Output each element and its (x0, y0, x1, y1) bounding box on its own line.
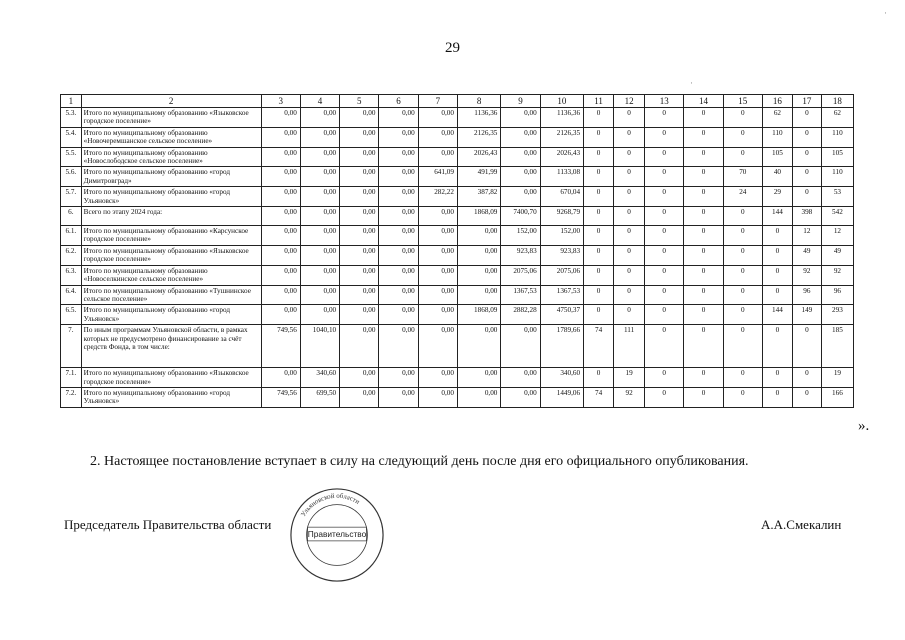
amount-cell: 1367,53 (501, 285, 540, 305)
row-index-cell: 6.2. (61, 245, 82, 265)
count-cell: 0 (762, 226, 792, 246)
amount-cell: 0,00 (418, 108, 457, 128)
count-cell: 0 (684, 325, 723, 368)
amount-cell: 0,00 (457, 285, 500, 305)
amount-cell: 0,00 (501, 147, 540, 167)
official-seal (288, 486, 386, 584)
column-header-5: 5 (340, 95, 379, 108)
amount-cell: 340,60 (300, 368, 339, 388)
count-cell: 96 (821, 285, 853, 305)
row-index-cell: 5.4. (61, 127, 82, 147)
count-cell: 0 (645, 187, 684, 207)
amount-cell: 0,00 (261, 108, 300, 128)
row-name-cell: Всего по этапу 2024 года: (81, 207, 261, 226)
column-header-18: 18 (821, 95, 853, 108)
amount-cell: 0,00 (340, 245, 379, 265)
count-cell: 185 (821, 325, 853, 368)
count-cell: 0 (684, 368, 723, 388)
count-cell: 19 (614, 368, 645, 388)
scan-mark: · (884, 8, 887, 18)
amount-cell: 0,00 (261, 285, 300, 305)
table-body (61, 108, 854, 408)
amount-cell: 0,00 (340, 207, 379, 226)
count-cell: 92 (614, 387, 645, 407)
amount-cell: 4750,37 (540, 305, 583, 325)
table-row (61, 325, 854, 368)
column-header-7: 7 (418, 95, 457, 108)
amount-cell: 7400,70 (501, 207, 540, 226)
amount-cell: 0,00 (457, 387, 500, 407)
count-cell: 0 (684, 265, 723, 285)
count-cell: 74 (584, 325, 614, 368)
table-row (61, 305, 854, 325)
count-cell: 53 (821, 187, 853, 207)
count-cell: 0 (723, 325, 762, 368)
amount-cell: 2126,35 (457, 127, 500, 147)
count-cell: 111 (614, 325, 645, 368)
count-cell: 0 (792, 167, 821, 187)
count-cell: 0 (723, 108, 762, 128)
amount-cell: 0,00 (300, 305, 339, 325)
amount-cell: 0,00 (379, 226, 418, 246)
page-number: 29 (445, 40, 460, 56)
count-cell: 0 (723, 147, 762, 167)
amount-cell: 2026,43 (457, 147, 500, 167)
amount-cell: 0,00 (501, 187, 540, 207)
count-cell: 0 (645, 325, 684, 368)
amount-cell: 0,00 (261, 305, 300, 325)
count-cell: 149 (792, 305, 821, 325)
table-row (61, 368, 854, 388)
amount-cell: 0,00 (457, 265, 500, 285)
count-cell: 0 (792, 127, 821, 147)
count-cell: 0 (684, 245, 723, 265)
amount-cell: 1868,09 (457, 207, 500, 226)
count-cell: 144 (762, 305, 792, 325)
amount-cell: 0,00 (379, 167, 418, 187)
amount-cell: 0,00 (379, 187, 418, 207)
row-name-cell: Итого по муниципальному образованию «город Ульяновск» (81, 187, 261, 207)
row-name-cell: Итого по муниципальному образованию «Новослободское сельское поселение» (81, 147, 261, 167)
count-cell: 0 (792, 187, 821, 207)
table-header-row (61, 95, 854, 108)
column-header-1: 1 (61, 95, 82, 108)
row-name-cell: Итого по муниципальному образованию «Новочеремшанское сельское поселение» (81, 127, 261, 147)
count-cell: 0 (584, 187, 614, 207)
column-header-3: 3 (261, 95, 300, 108)
amount-cell: 1133,08 (540, 167, 583, 187)
row-index-cell: 5.3. (61, 108, 82, 128)
count-cell: 74 (584, 387, 614, 407)
column-header-13: 13 (645, 95, 684, 108)
count-cell: 0 (645, 305, 684, 325)
amount-cell: 0,00 (261, 245, 300, 265)
count-cell: 0 (723, 127, 762, 147)
count-cell: 0 (645, 226, 684, 246)
amount-cell: 0,00 (418, 368, 457, 388)
row-name-cell: Итого по муниципальному образованию «Языковское городское поселение» (81, 368, 261, 388)
count-cell: 0 (684, 226, 723, 246)
amount-cell: 0,00 (379, 207, 418, 226)
budget-table (60, 94, 854, 408)
count-cell: 0 (645, 147, 684, 167)
signer-name: А.А.Смекалин (761, 517, 842, 532)
amount-cell: 0,00 (300, 265, 339, 285)
count-cell: 0 (584, 167, 614, 187)
amount-cell: 2075,06 (540, 265, 583, 285)
count-cell: 0 (584, 245, 614, 265)
amount-cell: 0,00 (418, 207, 457, 226)
count-cell: 0 (723, 285, 762, 305)
column-header-2: 2 (81, 95, 261, 108)
column-header-6: 6 (379, 95, 418, 108)
row-name-cell: Итого по муниципальному образованию «Языковское городское поселение» (81, 108, 261, 128)
count-cell: 0 (614, 147, 645, 167)
table-row (61, 167, 854, 187)
count-cell: 0 (762, 325, 792, 368)
amount-cell: 0,00 (261, 265, 300, 285)
count-cell: 0 (792, 147, 821, 167)
count-cell: 0 (723, 226, 762, 246)
count-cell: 0 (723, 368, 762, 388)
count-cell: 0 (614, 127, 645, 147)
amount-cell: 1136,36 (457, 108, 500, 128)
count-cell: 0 (684, 207, 723, 226)
count-cell: 0 (645, 368, 684, 388)
row-index-cell: 6.3. (61, 265, 82, 285)
count-cell: 0 (614, 167, 645, 187)
amount-cell: 0,00 (418, 265, 457, 285)
amount-cell: 0,00 (501, 387, 540, 407)
count-cell: 0 (792, 387, 821, 407)
table-row (61, 108, 854, 128)
row-index-cell: 6.1. (61, 226, 82, 246)
count-cell: 0 (584, 305, 614, 325)
count-cell: 0 (614, 187, 645, 207)
amount-cell: 0,00 (379, 387, 418, 407)
count-cell: 70 (723, 167, 762, 187)
seal-ring-text: Ульяновской области (300, 492, 361, 519)
count-cell: 0 (684, 147, 723, 167)
amount-cell: 923,83 (540, 245, 583, 265)
amount-cell: 641,09 (418, 167, 457, 187)
count-cell: 0 (584, 127, 614, 147)
column-header-8: 8 (457, 95, 500, 108)
amount-cell: 0,00 (379, 305, 418, 325)
amount-cell: 0,00 (300, 187, 339, 207)
amount-cell: 0,00 (300, 108, 339, 128)
count-cell: 62 (821, 108, 853, 128)
row-name-cell: Итого по муниципальному образованию «Языковское городское поселение» (81, 245, 261, 265)
row-index-cell: 5.5. (61, 147, 82, 167)
row-name-cell: Итого по муниципальному образованию «город Димитровград» (81, 167, 261, 187)
amount-cell: 0,00 (379, 127, 418, 147)
column-header-17: 17 (792, 95, 821, 108)
amount-cell: 0,00 (457, 245, 500, 265)
count-cell: 0 (792, 368, 821, 388)
row-name-cell: Итого по муниципальному образованию «Новоселкинское сельское поселение» (81, 265, 261, 285)
count-cell: 293 (821, 305, 853, 325)
count-cell: 0 (645, 285, 684, 305)
column-header-16: 16 (762, 95, 792, 108)
amount-cell: 0,00 (340, 187, 379, 207)
amount-cell: 0,00 (379, 368, 418, 388)
amount-cell: 0,00 (340, 325, 379, 368)
count-cell: 49 (792, 245, 821, 265)
amount-cell: 0,00 (501, 368, 540, 388)
count-cell: 0 (723, 387, 762, 407)
amount-cell: 0,00 (261, 127, 300, 147)
amount-cell: 0,00 (300, 147, 339, 167)
column-header-11: 11 (584, 95, 614, 108)
amount-cell: 670,04 (540, 187, 583, 207)
count-cell: 0 (584, 147, 614, 167)
table-row (61, 127, 854, 147)
table-row (61, 245, 854, 265)
count-cell: 96 (792, 285, 821, 305)
count-cell: 0 (645, 108, 684, 128)
column-header-9: 9 (501, 95, 540, 108)
count-cell: 92 (792, 265, 821, 285)
row-index-cell: 7.2. (61, 387, 82, 407)
row-name-cell: По иным программам Ульяновской области, в рамках которых не предусмотрено финансирование за счёт средств Фонда, в том числе: (81, 325, 261, 368)
amount-cell: 0,00 (418, 245, 457, 265)
amount-cell: 0,00 (261, 368, 300, 388)
amount-cell: 0,00 (379, 147, 418, 167)
amount-cell: 2075,06 (501, 265, 540, 285)
amount-cell: 0,00 (457, 226, 500, 246)
count-cell: 0 (684, 167, 723, 187)
budget-table-container (60, 94, 854, 408)
count-cell: 0 (645, 265, 684, 285)
count-cell: 12 (792, 226, 821, 246)
count-cell: 0 (762, 387, 792, 407)
count-cell: 49 (821, 245, 853, 265)
count-cell: 0 (614, 207, 645, 226)
amount-cell: 1040,10 (300, 325, 339, 368)
amount-cell: 699,50 (300, 387, 339, 407)
count-cell: 0 (614, 226, 645, 246)
count-cell: 0 (762, 368, 792, 388)
amount-cell: 1449,06 (540, 387, 583, 407)
count-cell: 12 (821, 226, 853, 246)
count-cell: 62 (762, 108, 792, 128)
amount-cell: 0,00 (340, 127, 379, 147)
count-cell: 0 (684, 285, 723, 305)
count-cell: 0 (723, 245, 762, 265)
amount-cell: 0,00 (261, 226, 300, 246)
count-cell: 0 (762, 285, 792, 305)
count-cell: 0 (723, 305, 762, 325)
amount-cell: 749,56 (261, 325, 300, 368)
amount-cell: 0,00 (379, 285, 418, 305)
amount-cell: 0,00 (261, 207, 300, 226)
table-row (61, 187, 854, 207)
count-cell: 0 (762, 265, 792, 285)
amount-cell: 0,00 (418, 387, 457, 407)
count-cell: 29 (762, 187, 792, 207)
count-cell: 0 (614, 265, 645, 285)
amount-cell: 1868,09 (457, 305, 500, 325)
amount-cell: 0,00 (379, 245, 418, 265)
amount-cell: 0,00 (340, 147, 379, 167)
count-cell: 110 (821, 127, 853, 147)
count-cell: 398 (792, 207, 821, 226)
count-cell: 0 (584, 108, 614, 128)
row-index-cell: 6. (61, 207, 82, 226)
count-cell: 0 (584, 368, 614, 388)
count-cell: 0 (645, 387, 684, 407)
count-cell: 110 (821, 167, 853, 187)
count-cell: 0 (684, 127, 723, 147)
amount-cell: 9268,79 (540, 207, 583, 226)
amount-cell: 749,56 (261, 387, 300, 407)
amount-cell: 0,00 (340, 167, 379, 187)
count-cell: 0 (792, 325, 821, 368)
amount-cell: 0,00 (501, 325, 540, 368)
amount-cell: 2882,28 (501, 305, 540, 325)
count-cell: 542 (821, 207, 853, 226)
amount-cell: 1789,66 (540, 325, 583, 368)
count-cell: 0 (645, 167, 684, 187)
amount-cell: 0,00 (379, 325, 418, 368)
amount-cell: 0,00 (418, 226, 457, 246)
amount-cell: 0,00 (418, 147, 457, 167)
column-header-12: 12 (614, 95, 645, 108)
column-header-15: 15 (723, 95, 762, 108)
row-index-cell: 7.1. (61, 368, 82, 388)
amount-cell: 0,00 (501, 108, 540, 128)
count-cell: 0 (684, 387, 723, 407)
amount-cell: 0,00 (457, 368, 500, 388)
count-cell: 0 (614, 245, 645, 265)
amount-cell: 2126,35 (540, 127, 583, 147)
closing-quote: ». (858, 418, 870, 434)
table-row (61, 226, 854, 246)
table-row (61, 207, 854, 226)
amount-cell: 340,60 (540, 368, 583, 388)
count-cell: 0 (792, 108, 821, 128)
amount-cell: 0,00 (340, 305, 379, 325)
scan-mark: · (690, 78, 693, 88)
amount-cell: 0,00 (418, 305, 457, 325)
row-name-cell: Итого по муниципальному образованию «город Ульяновск» (81, 387, 261, 407)
amount-cell: 387,82 (457, 187, 500, 207)
amount-cell: 0,00 (300, 127, 339, 147)
count-cell: 0 (645, 245, 684, 265)
amount-cell: 0,00 (340, 368, 379, 388)
amount-cell: 1367,53 (540, 285, 583, 305)
amount-cell: 0,00 (300, 167, 339, 187)
count-cell: 0 (684, 108, 723, 128)
amount-cell: 0,00 (501, 127, 540, 147)
count-cell: 0 (723, 207, 762, 226)
column-header-14: 14 (684, 95, 723, 108)
count-cell: 0 (584, 285, 614, 305)
count-cell: 166 (821, 387, 853, 407)
amount-cell: 491,99 (457, 167, 500, 187)
count-cell: 0 (645, 207, 684, 226)
table-row (61, 147, 854, 167)
count-cell: 19 (821, 368, 853, 388)
seal-label: Правительство (307, 528, 367, 539)
count-cell: 0 (614, 285, 645, 305)
table-row (61, 265, 854, 285)
amount-cell: 0,00 (501, 167, 540, 187)
column-header-4: 4 (300, 95, 339, 108)
row-index-cell: 7. (61, 325, 82, 368)
amount-cell: 282,22 (418, 187, 457, 207)
count-cell: 92 (821, 265, 853, 285)
count-cell: 0 (614, 108, 645, 128)
amount-cell: 0,00 (418, 325, 457, 368)
row-index-cell: 5.7. (61, 187, 82, 207)
count-cell: 0 (584, 226, 614, 246)
signer-position: Председатель Правительства области (64, 517, 272, 532)
row-index-cell: 6.4. (61, 285, 82, 305)
amount-cell: 923,83 (501, 245, 540, 265)
amount-cell: 2026,43 (540, 147, 583, 167)
amount-cell: 152,00 (501, 226, 540, 246)
count-cell: 0 (684, 305, 723, 325)
amount-cell: 0,00 (261, 187, 300, 207)
amount-cell: 0,00 (300, 226, 339, 246)
count-cell: 40 (762, 167, 792, 187)
row-index-cell: 6.5. (61, 305, 82, 325)
count-cell: 105 (762, 147, 792, 167)
amount-cell: 0,00 (379, 108, 418, 128)
amount-cell: 0,00 (457, 325, 500, 368)
amount-cell: 0,00 (300, 245, 339, 265)
count-cell: 0 (723, 265, 762, 285)
count-cell: 0 (645, 127, 684, 147)
amount-cell: 152,00 (540, 226, 583, 246)
count-cell: 0 (762, 245, 792, 265)
amount-cell: 1136,36 (540, 108, 583, 128)
amount-cell: 0,00 (300, 285, 339, 305)
count-cell: 105 (821, 147, 853, 167)
decree-paragraph: 2. Настоящее постановление вступает в силу на следующий день после дня его официального опубликования. (90, 454, 749, 469)
amount-cell: 0,00 (379, 265, 418, 285)
column-header-10: 10 (540, 95, 583, 108)
row-name-cell: Итого по муниципальному образованию «Тушнинское сельское поселение» (81, 285, 261, 305)
amount-cell: 0,00 (261, 167, 300, 187)
row-name-cell: Итого по муниципальному образованию «город Ульяновск» (81, 305, 261, 325)
amount-cell: 0,00 (340, 387, 379, 407)
table-row (61, 285, 854, 305)
count-cell: 110 (762, 127, 792, 147)
amount-cell: 0,00 (418, 285, 457, 305)
amount-cell: 0,00 (340, 265, 379, 285)
amount-cell: 0,00 (340, 285, 379, 305)
count-cell: 0 (684, 187, 723, 207)
amount-cell: 0,00 (418, 127, 457, 147)
amount-cell: 0,00 (340, 108, 379, 128)
amount-cell: 0,00 (300, 207, 339, 226)
amount-cell: 0,00 (261, 147, 300, 167)
row-name-cell: Итого по муниципальному образованию «Карсунское городское поселение» (81, 226, 261, 246)
row-index-cell: 5.6. (61, 167, 82, 187)
count-cell: 0 (584, 207, 614, 226)
table-row (61, 387, 854, 407)
count-cell: 24 (723, 187, 762, 207)
count-cell: 0 (614, 305, 645, 325)
count-cell: 144 (762, 207, 792, 226)
count-cell: 0 (584, 265, 614, 285)
amount-cell: 0,00 (340, 226, 379, 246)
